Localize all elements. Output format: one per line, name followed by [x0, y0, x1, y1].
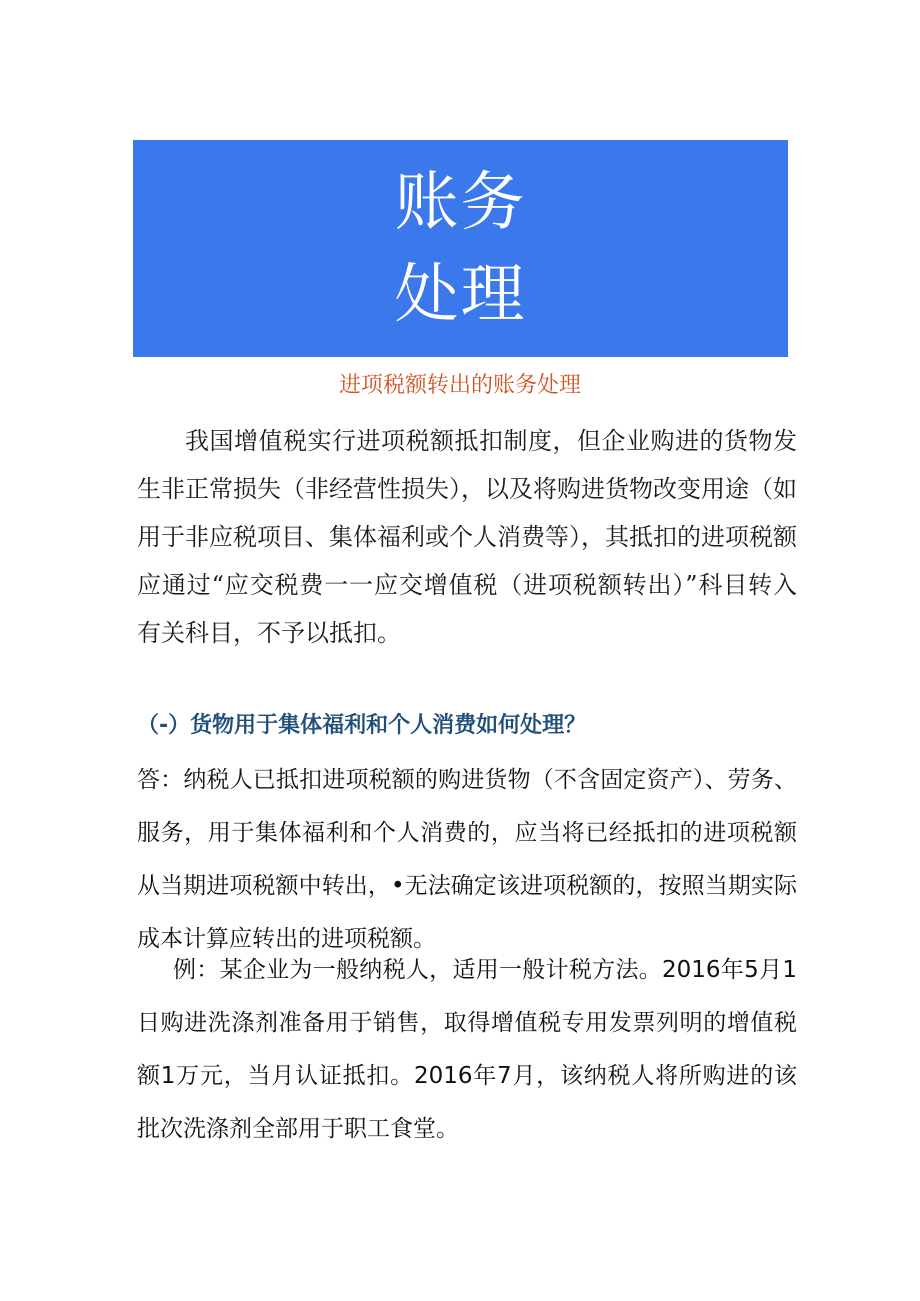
example-paragraph: 例：某企业为一般纳税人，适用一般计税方法。2016年5月1日购进洗涤剂准备用于销售，取得增值税专用发票列明的增值税额1万元，当月认证抵扣。2016年7月，该纳税人将所购进的该批次洗涤剂全部用于职工食堂。 — [137, 957, 797, 1142]
answer-paragraph: 答：纳税人已抵扣进项税额的购进货物（不含固定资产）、劳务、服务，用于集体福利和个人消费的，应当将已经抵扣的进项税额从当期进项税额中转出，•无法确定该进项税额的，按照当期实际成本计算应转出的进项税额。 — [137, 767, 797, 952]
title-banner — [133, 140, 788, 357]
section-heading: （-）货物用于集体福利和个人消费如何处理？ — [137, 713, 587, 738]
intro-paragraph: 我国增值税实行进项税额抵扣制度，但企业购进的货物发生非正常损失（非经营性损失），以及将购进货物改变用途（如用于非应税项目、集体福利或个人消费等），其抵扣的进项税额应通过“应交税费一一应交增值税（进项税额转出）”科目转入有关科目，不予以抵扣。 — [137, 427, 797, 647]
banner-title-line-1: 账务 — [394, 165, 527, 240]
document-subtitle: 进项税额转出的账务处理 — [338, 373, 581, 398]
banner-title-line-2: 处理 — [394, 257, 527, 332]
